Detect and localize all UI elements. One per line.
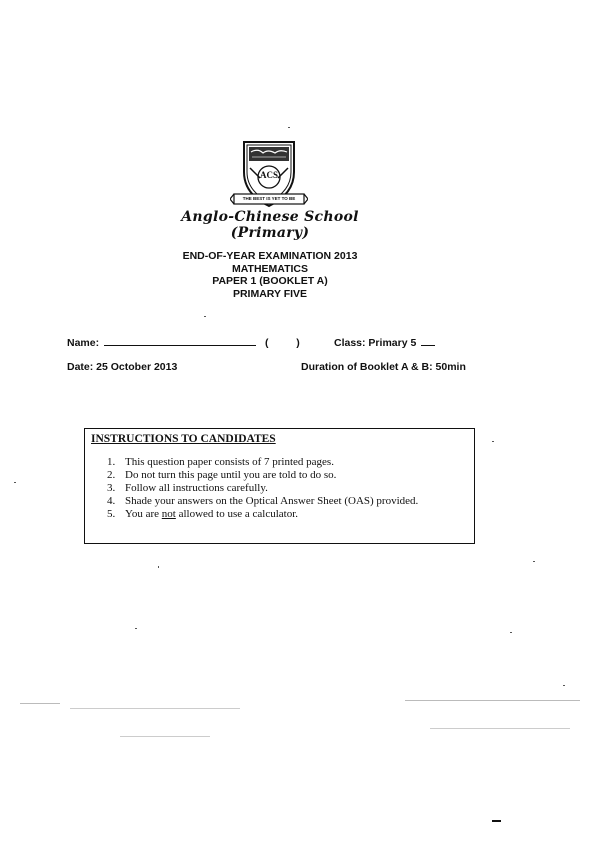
instruction-text-after: allowed to use a calculator. [175, 508, 299, 520]
scan-speck [158, 566, 159, 568]
instruction-text-before: You are [125, 508, 162, 520]
instruction-item [107, 495, 418, 508]
exam-subject: MATHEMATICS [231, 262, 309, 275]
duration-label: Duration of Booklet A & B: 50min [301, 361, 466, 373]
name-row [67, 336, 300, 349]
school-name: Anglo-Chinese School (Primary) [181, 209, 359, 241]
instructions-list [107, 456, 418, 521]
instruction-number: 5. [107, 508, 116, 520]
instruction-item [107, 469, 418, 482]
scan-speck [288, 127, 290, 128]
crest-motto: THE BEST IS YET TO BE [242, 196, 296, 201]
scan-speck [510, 632, 512, 633]
instruction-text-emphasis: not [161, 508, 176, 520]
scan-speck [70, 708, 240, 709]
instruction-text: Shade your answers on the Optical Answer Sheet (OAS) provided. [125, 495, 419, 507]
scan-speck [563, 685, 565, 686]
instruction-text [125, 508, 298, 521]
exam-title: END-OF-YEAR EXAMINATION 2013 [182, 250, 358, 262]
instruction-item [107, 508, 418, 521]
scan-speck [20, 703, 60, 704]
instruction-item [107, 456, 418, 469]
register-paren-close: ) [296, 337, 300, 349]
scan-speck [204, 316, 206, 317]
register-paren-open: ( [264, 337, 269, 349]
register-number-blank[interactable] [271, 336, 293, 346]
instruction-number: 1. [107, 456, 116, 468]
date-label: Date: 25 October 2013 [67, 361, 178, 373]
exam-paper: PAPER 1 (BOOKLET A) [212, 275, 328, 287]
instruction-number: 2. [107, 469, 116, 481]
name-label: Name: [67, 337, 100, 349]
instruction-item [107, 482, 418, 495]
exam-title-block [160, 250, 380, 300]
scan-speck [135, 628, 137, 629]
instruction-text: Follow all instructions carefully. [125, 482, 268, 494]
instructions-box [84, 428, 475, 544]
scan-speck [405, 700, 580, 701]
instruction-text: This question paper consists of 7 printed pages. [125, 456, 334, 468]
scan-mark [492, 820, 501, 822]
scan-speck [14, 482, 16, 483]
class-label: Class: Primary 5 [334, 337, 417, 349]
class-blank[interactable] [421, 336, 435, 346]
exam-level: PRIMARY FIVE [232, 287, 308, 300]
crest-initials: ACS [259, 170, 278, 180]
scan-speck [430, 728, 570, 729]
class-row [334, 336, 435, 349]
scan-speck [120, 736, 210, 737]
scan-speck [533, 561, 535, 562]
instruction-number: 4. [107, 495, 116, 507]
instruction-text: Do not turn this page until you are told to do so. [125, 469, 337, 481]
scan-speck [492, 441, 494, 442]
instruction-number: 3. [107, 482, 116, 494]
name-blank[interactable] [104, 336, 256, 346]
instructions-heading: INSTRUCTIONS TO CANDIDATES [91, 433, 276, 445]
